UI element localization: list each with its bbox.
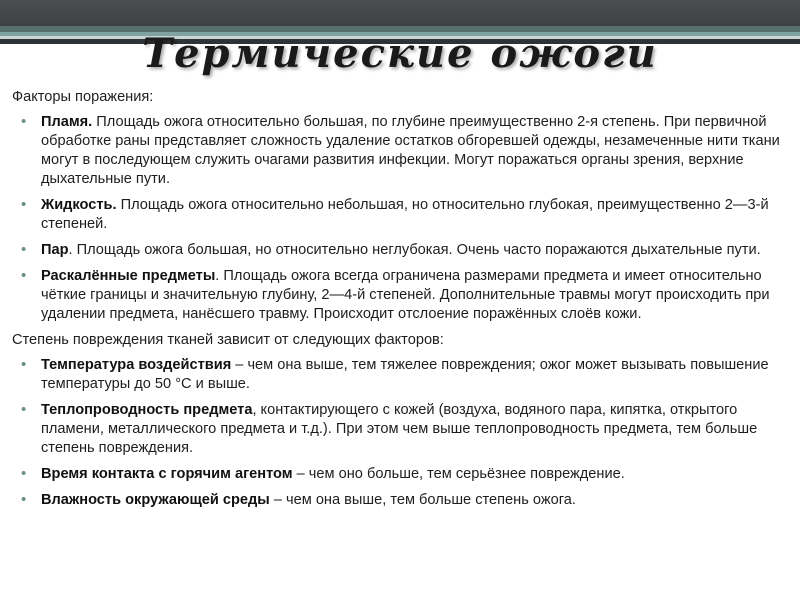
bullet-icon: • — [21, 491, 27, 508]
slide-body — [12, 88, 792, 517]
bullet-icon: • — [21, 465, 27, 482]
item-term: Влажность окружающей среды — [41, 492, 270, 508]
bullet-icon: • — [21, 267, 27, 284]
factor-list — [12, 356, 792, 510]
item-text: . Площадь ожога всегда ограничена размерами предмета и имеет относительно чёткие границы и значительную глубину, 2—4-й степеней. Дополнительные травмы могут происходить при удалении предмета, нанёсшего травму. Происходит отслоение поражённых слоёв кожи. — [41, 268, 770, 322]
item-text: Площадь ожога относительно небольшая, но относительно глубокая, преимущественно 2—3-й степеней. — [41, 197, 769, 232]
list-item — [12, 196, 792, 234]
list-item — [12, 401, 792, 458]
item-term: Температура воздействия — [41, 357, 232, 373]
bullet-icon: • — [21, 113, 27, 130]
bullet-icon: • — [21, 356, 27, 373]
list-item — [12, 267, 792, 324]
item-text: . Площадь ожога большая, но относительно неглубокая. Очень часто поражаются дыхательные пути. — [68, 242, 761, 258]
item-term: Время контакта с горячим агентом — [41, 466, 293, 482]
list-item — [12, 465, 792, 484]
item-term: Теплопроводность предмета — [41, 402, 253, 418]
slide-title: Термические ожоги — [142, 30, 658, 77]
bullet-icon: • — [21, 241, 27, 258]
item-term: Раскалённые предметы — [41, 268, 216, 284]
section-intro: Степень повреждения тканей зависит от следующих факторов: — [12, 332, 444, 348]
bullet-icon: • — [21, 401, 27, 418]
bullet-icon: • — [21, 196, 27, 213]
item-text: Площадь ожога относительно большая, по глубине преимущественно 2-я степень. При первичной обработке раны представляет сложность удаление остатков обгоревшей одежды, незамеченные нити ткани могут в последующем служить очагами развития инфекции. Могут поражаться органы зрения, верхние дыхательные пути. — [41, 114, 780, 187]
item-text: – чем она выше, тем тяжелее повреждения; ожог может вызывать повышение температуры до 50 °С и выше. — [41, 357, 769, 392]
item-term: Жидкость. — [41, 197, 117, 213]
list-item — [12, 241, 792, 260]
item-text: , контактирующего с кожей (воздуха, водяного пара, кипятка, открытого пламени, металлического предмета и т.д.). При этом чем выше теплопроводность предмета, тем больше степень повреждения. — [41, 402, 758, 456]
list-item — [12, 113, 792, 189]
item-text: – чем оно больше, тем серьёзнее повреждение. — [292, 466, 625, 482]
section-intro: Факторы поражения: — [12, 89, 154, 105]
factor-list — [12, 113, 792, 324]
list-item — [12, 356, 792, 394]
item-term: Пламя. — [41, 114, 93, 130]
item-term: Пар — [41, 242, 69, 258]
item-text: – чем она выше, тем больше степень ожога. — [269, 492, 576, 508]
list-item — [12, 491, 792, 510]
